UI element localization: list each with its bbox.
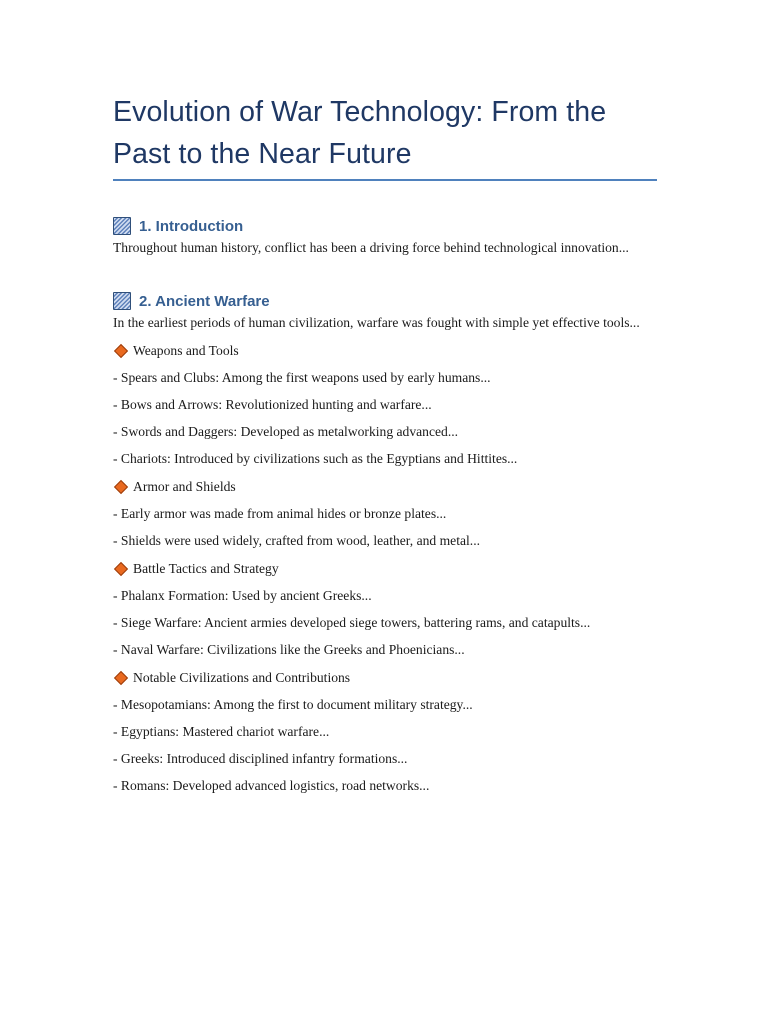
- document-title: Evolution of War Technology: From the Past to the Near Future: [113, 96, 607, 170]
- subheading-notable-civilizations: [113, 668, 658, 687]
- list-item: - Naval Warfare: Civilizations like the Greeks and Phoenicians...: [113, 642, 465, 657]
- list-item: - Greeks: Introduced disciplined infantry formations...: [113, 751, 408, 766]
- orange-diamond-icon: [114, 343, 128, 357]
- subheading-text: Weapons and Tools: [133, 343, 239, 358]
- subheading-armor-and-shields: [113, 477, 658, 496]
- hatched-square-icon: [113, 217, 131, 235]
- subheading-text: Notable Civilizations and Contributions: [133, 670, 351, 685]
- section-paragraph-introduction: Throughout human history, conflict has been a driving force behind technological innovation...: [113, 240, 629, 255]
- list-item: - Swords and Daggers: Developed as metalworking advanced...: [113, 424, 459, 439]
- section-heading-text: 2. Ancient Warfare: [139, 292, 270, 310]
- hatched-square-icon: [113, 292, 131, 310]
- list-item: - Mesopotamians: Among the first to document military strategy...: [113, 697, 473, 712]
- list-item: - Siege Warfare: Ancient armies developed siege towers, battering rams, and catapults...: [113, 615, 591, 630]
- list-item: - Spears and Clubs: Among the first weapons used by early humans...: [113, 370, 491, 385]
- title-divider: [113, 179, 657, 181]
- orange-diamond-icon: [114, 670, 128, 684]
- list-item: - Shields were used widely, crafted from wood, leather, and metal...: [113, 533, 480, 548]
- section-heading-introduction: [113, 215, 658, 237]
- subheading-weapons-and-tools: [113, 341, 658, 360]
- subheading-text: Armor and Shields: [133, 479, 236, 494]
- list-item: - Bows and Arrows: Revolutionized hunting and warfare...: [113, 397, 432, 412]
- list-item: - Early armor was made from animal hides or bronze plates...: [113, 506, 447, 521]
- list-item: - Egyptians: Mastered chariot warfare...: [113, 724, 330, 739]
- list-item: - Romans: Developed advanced logistics, road networks...: [113, 778, 430, 793]
- list-item: - Chariots: Introduced by civilizations such as the Egyptians and Hittites...: [113, 451, 518, 466]
- list-item: - Phalanx Formation: Used by ancient Greeks...: [113, 588, 372, 603]
- section-heading-text: 1. Introduction: [139, 217, 244, 235]
- subheading-battle-tactics: [113, 559, 658, 578]
- document-page: [113, 0, 658, 795]
- subheading-text: Battle Tactics and Strategy: [133, 561, 279, 576]
- orange-diamond-icon: [114, 479, 128, 493]
- section-heading-ancient-warfare: [113, 290, 658, 312]
- section-paragraph-ancient-warfare: In the earliest periods of human civilization, warfare was fought with simple yet effective tools...: [113, 315, 640, 330]
- orange-diamond-icon: [114, 561, 128, 575]
